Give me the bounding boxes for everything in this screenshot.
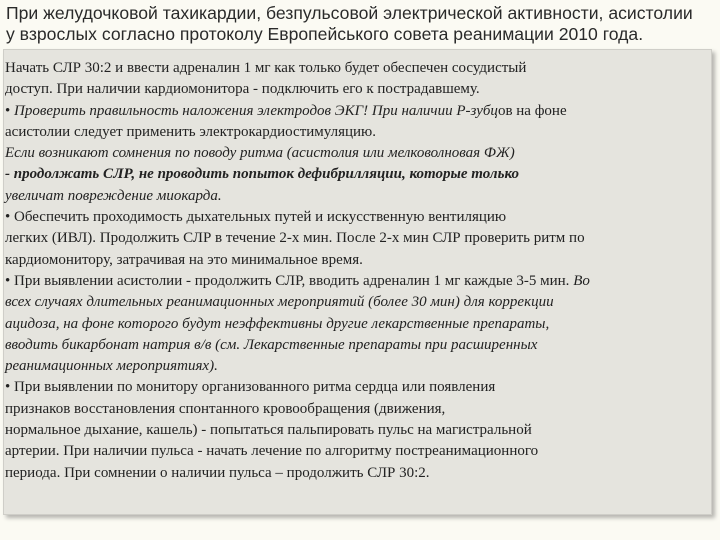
protocol-text (5, 58, 715, 484)
text-run: • При выявлении по монитору организованного ритма сердца или появления (5, 379, 496, 396)
text-line (5, 463, 715, 484)
text-line (5, 79, 715, 100)
text-run: артерии. При наличии пульса - начать лечение по алгоритму постреанимационного (5, 443, 539, 460)
text-line (5, 143, 715, 164)
text-line (5, 420, 715, 441)
slide-title-line: При желудочковой тахикардии, безпульсовой электрической активности, асистолии (6, 3, 693, 23)
text-run: - продолжать СЛР, не проводить попыток дефибрилляции, которые только (5, 166, 519, 183)
text-run: всех случаях длительных реанимационных мероприятий (более 30 мин) для коррекции (5, 294, 554, 311)
text-run: асистолии следует применить электрокардиостимуляцию. (5, 123, 377, 140)
text-line (5, 314, 715, 335)
text-run: вводить бикарбонат натрия в/в (см. Лекарственные препараты при расширенных (5, 336, 538, 353)
text-run: ов на фоне (497, 102, 567, 119)
slide-title-line: у взрослых согласно протоколу Европейського совета реанимации 2010 года. (6, 24, 644, 44)
text-run: ацидоза, на фоне которого будут неэффективны другие лекарственные препараты, (5, 315, 550, 332)
text-line (5, 164, 715, 185)
text-line (5, 399, 715, 420)
text-run: • При выявлении асистолии - продолжить СЛР, вводить адреналин 1 мг каждые 3-5 мин. (5, 272, 574, 289)
text-run: периода. При сомнении о наличии пульса – продолжить СЛР 30:2. (5, 464, 430, 481)
text-line (5, 441, 715, 462)
text-line (5, 58, 715, 79)
text-run: реанимационных мероприятиях). (5, 358, 218, 375)
text-run: Проверить правильность наложения электродов ЭКГ! При наличии Р-зубц (14, 102, 498, 119)
text-run: Начать СЛР 30:2 и ввести адреналин 1 мг как только будет обеспечен сосудистый (5, 60, 527, 76)
text-run: • (5, 102, 15, 119)
text-line (5, 207, 715, 228)
text-run: доступ. При наличии кардиомонитора - подключить его к пострадавшему. (5, 81, 480, 98)
text-line (5, 186, 715, 207)
text-run: увеличат повреждение миокарда. (5, 187, 222, 204)
text-line (5, 356, 715, 377)
text-line (5, 101, 715, 122)
text-line (5, 228, 715, 249)
text-run: • Обеспечить проходимость дыхательных путей и искусственную вентиляцию (5, 209, 507, 226)
text-line (5, 292, 715, 313)
text-line (5, 271, 715, 292)
text-run: Во (573, 272, 590, 289)
text-line (5, 250, 715, 271)
text-run: кардиомонитору, затрачивая на это минимальное время. (5, 251, 363, 268)
text-line (5, 122, 715, 143)
text-line (5, 335, 715, 356)
slide-title (6, 3, 712, 45)
text-run: легких (ИВЛ). Продолжить СЛР в течение 2-х мин. После 2-х мин СЛР проверить ритм по (5, 230, 585, 247)
text-line (5, 377, 715, 398)
text-run: Если возникают сомнения по поводу ритма (асистолия или мелковолновая ФЖ) (5, 145, 515, 162)
text-run: признаков восстановления спонтанного кровообращения (движения, (5, 400, 446, 417)
text-run: нормальное дыхание, кашель) - попытаться пальпировать пульс на магистральной (5, 422, 532, 439)
